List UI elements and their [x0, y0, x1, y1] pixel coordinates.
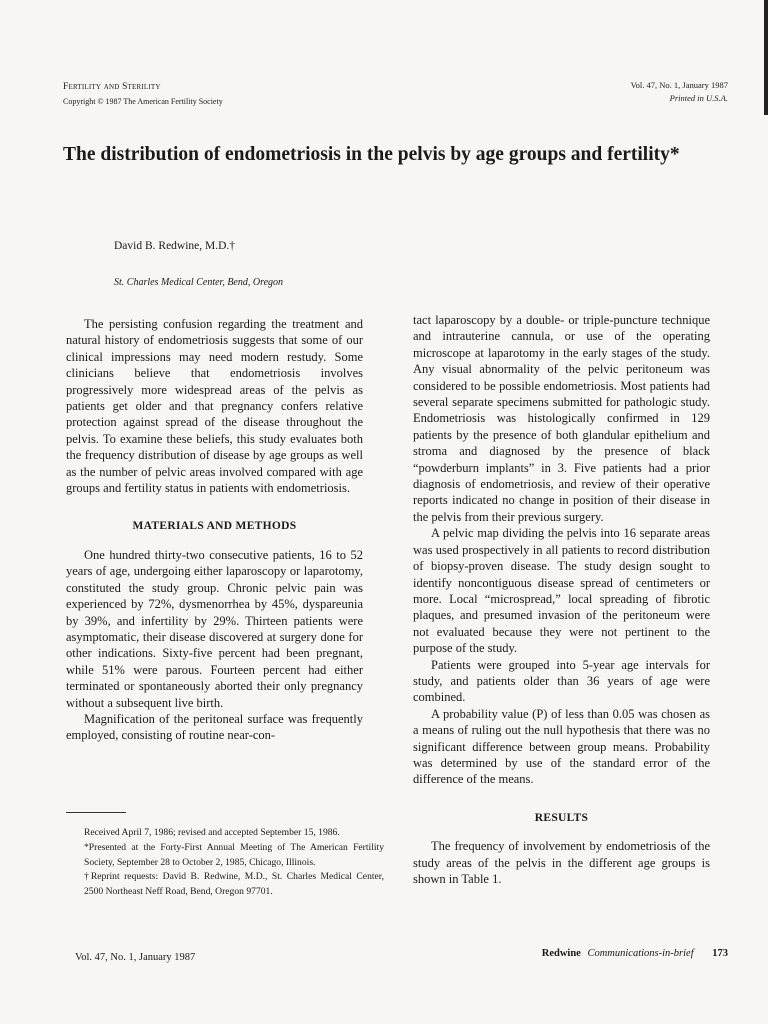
section-heading-results: RESULTS [534, 811, 589, 824]
footer-author: Redwine [541, 948, 581, 959]
author-name: David B. Redwine, M.D.† [114, 240, 236, 252]
methods-paragraph-continued: tact laparoscopy by a double- or triple-puncture technique and intrauterine cannula, or use of the operating microscope at laparotomy in the early stages of the study. Any visual abnormality of the pelvic peritoneum was considered to be possible endometriosis. Most patients had several separate specimens submitted for pathologic study. Endometriosis was histologically confirmed in 129 patients by the presence of both glandular epithelium and stroma and diagnosed by the presence of black “powderburn implants” in 3. Five patients had a prior diagnosis of endometriosis, and review of their operative reports indicated no change in position of their disease in the pelvis from their previous surgery. [413, 313, 710, 524]
footnote-presented: *Presented at the Forty-First Annual Meeting of The American Fertility Society, September 28 to October 2, 1985, Chicago, Illinois. [84, 841, 384, 868]
page-number: 173 [712, 948, 728, 959]
running-footer [542, 948, 728, 959]
article-title: The distribution of endometriosis in the pelvis by age groups and fertility* [63, 144, 680, 165]
footnote-received: Received April 7, 1986; revised and accepted September 15, 1986. [84, 827, 340, 838]
methods-paragraph: One hundred thirty-two consecutive patients, 16 to 52 years of age, undergoing either laparoscopy or laparotomy, constituted the study group. Chronic pelvic pain was experienced by 72%, dysmenorrhea by 45%, dyspareunia by 39%, and infertility by 29%. Thirteen patients were asymptomatic, their disease discovered at surgery done for other indications. Sixty-five percent had been pregnant, while 51% were parous. Fourteen percent had either terminated or spontaneously aborted their only pregnancy without a subsequent live birth. [66, 547, 363, 710]
author-affiliation: St. Charles Medical Center, Bend, Oregon [114, 277, 284, 288]
methods-paragraph: A pelvic map dividing the pelvis into 16 separate areas was used prospectively in all patients to record distribution of biopsy-proven disease. The study design sought to identify noncontiguous disease spread of centimeters or more. Local “microspread,” local spreading of fibrotic plaques, and presumed invasion of the peritoneum were not evaluated because they were not pertinent to the purpose of the study. [413, 526, 710, 656]
scan-edge-shadow [764, 0, 768, 115]
footer-issue-info: Vol. 47, No. 1, January 1987 [75, 952, 196, 963]
section-heading-methods: MATERIALS AND METHODS [132, 520, 297, 533]
printed-in: Printed in U.S.A. [669, 93, 728, 103]
intro-paragraph: The persisting confusion regarding the treatment and natural history of endometriosis suggests that some of our clinical impressions may need modern restudy. Some clinicians believe that endometriosis involves progressively more widespread areas of the pelvis as patients get older and that pregnancy confers relative protection against spread of the disease throughout the pelvis. To examine these beliefs, this study evaluates both the frequency distribution of disease by age groups as well as the number of pelvic areas involved compared with age groups and fertility status in patients with endometriosis. [66, 317, 363, 496]
methods-paragraph: Magnification of the peritoneal surface was frequently employed, consisting of routine near-con- [66, 711, 363, 743]
copyright-line: Copyright © 1987 The American Fertility Society [63, 97, 223, 106]
left-column [66, 316, 363, 744]
methods-paragraph: A probability value (P) of less than 0.05 was chosen as a means of ruling out the null hypothesis that there was no significant difference between group means. Probability was determined by use of the standard error of the difference of the means. [413, 706, 710, 787]
issue-info: Vol. 47, No. 1, January 1987 [630, 80, 728, 90]
methods-paragraph: Patients were grouped into 5-year age intervals for study, and patients older than 36 years of age were combined. [413, 657, 710, 705]
right-column [413, 312, 710, 887]
results-paragraph: The frequency of involvement by endometriosis of the study areas of the pelvis in the different age groups is shown in Table 1. [413, 839, 710, 886]
journal-name: Fertility and Sterility [63, 82, 161, 92]
footnote-reprint: †Reprint requests: David B. Redwine, M.D., St. Charles Medical Center, 2500 Northeast Neff Road, Bend, Oregon 97701. [84, 871, 384, 898]
footer-section: Communications-in-brief [587, 948, 694, 959]
footnote-rule [66, 812, 126, 813]
footnotes [84, 826, 384, 900]
